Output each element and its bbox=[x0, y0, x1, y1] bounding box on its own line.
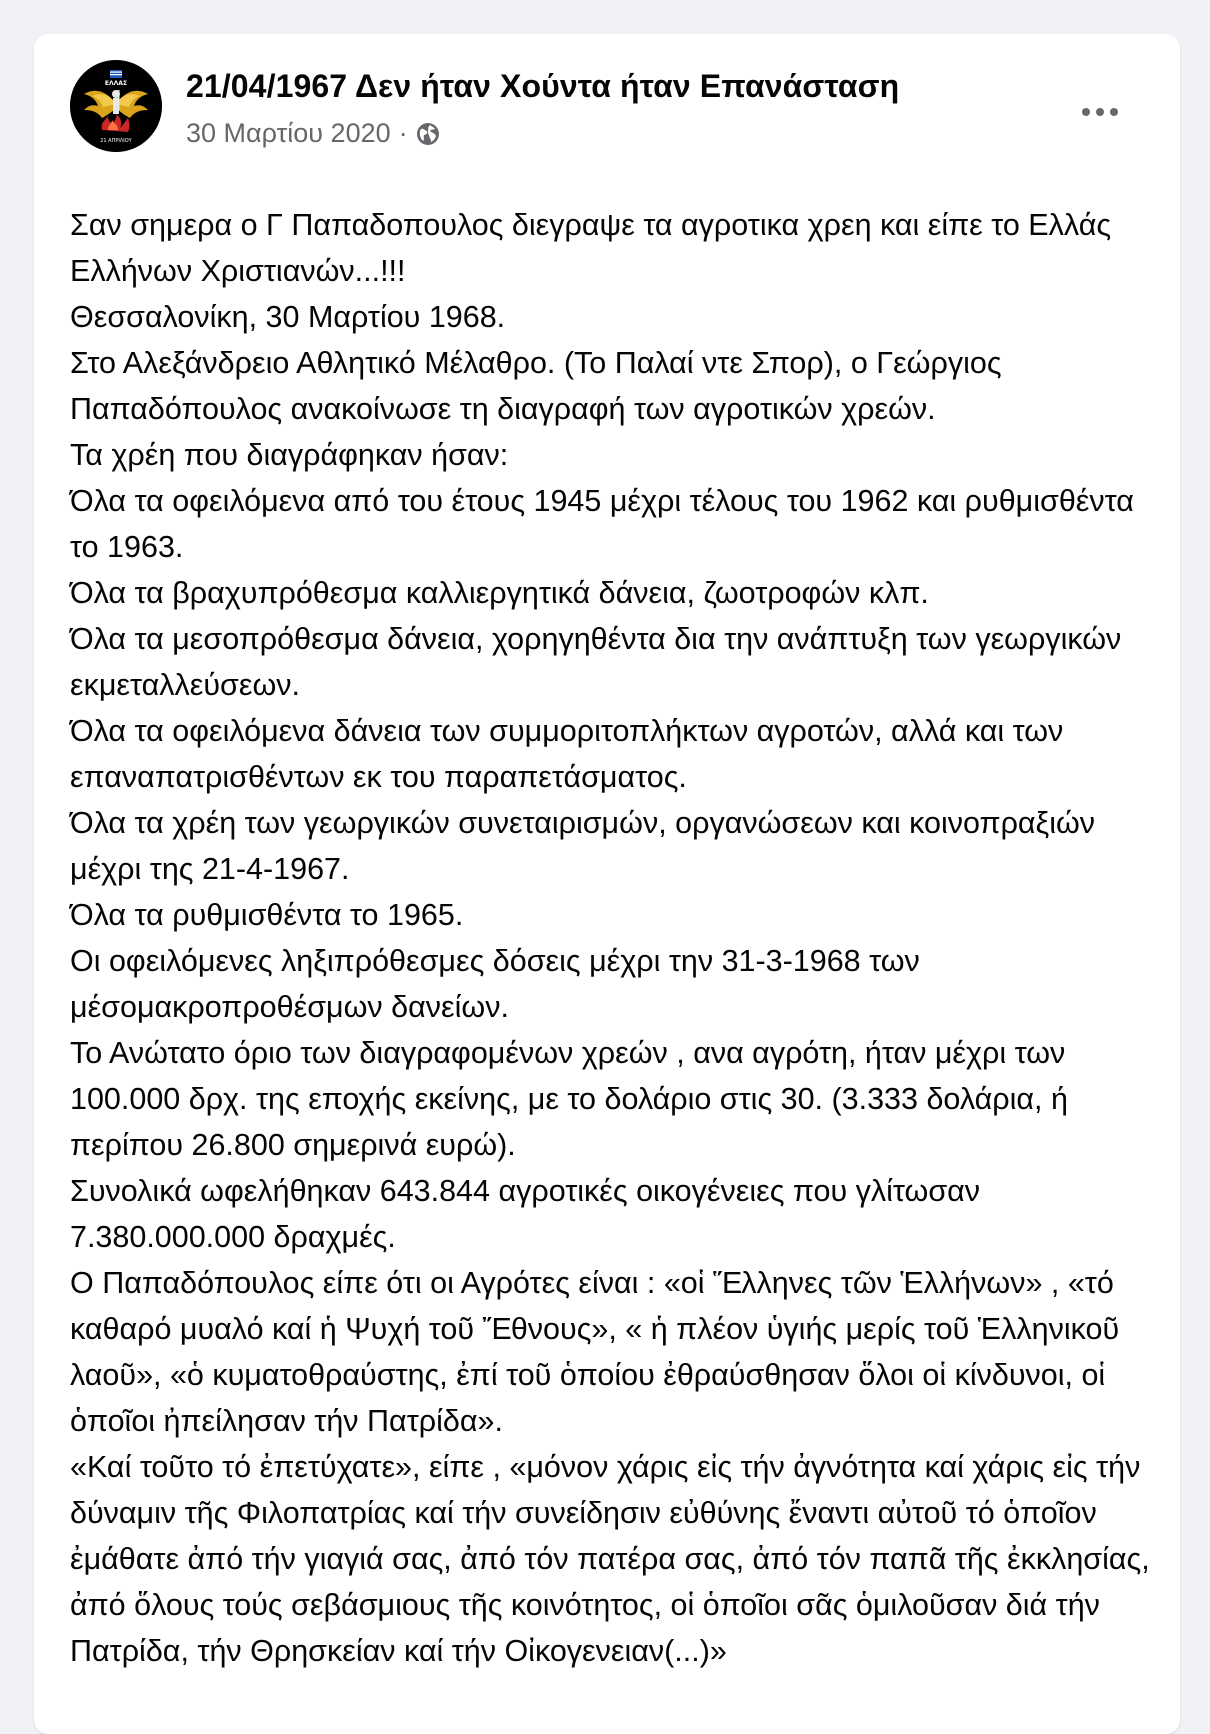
post-line: Το Ανώτατο όριο των διαγραφομένων χρεών , ανα αγρότη, ήταν μέχρι των 100.000 δρχ. της εποχής εκείνης, με το δολάριο στις 30. (3.333 δολάρια, ή περίπου 26.800 σημερινά ευρώ). bbox=[70, 1036, 1068, 1162]
meta-separator: · bbox=[398, 118, 408, 148]
post-text bbox=[70, 202, 1160, 1674]
post-line: Όλα τα μεσοπρόθεσμα δάνεια, χορηγηθέντα δια την ανάπτυξη των γεωργικών εκμεταλλεύσεων. bbox=[70, 622, 1122, 702]
post-line: Τα χρέη που διαγράφηκαν ήσαν: bbox=[70, 438, 509, 472]
page-name-link[interactable]: 21/04/1967 Δεν ήταν Χούντα ήταν Επανάσταση bbox=[186, 68, 900, 104]
globe-icon[interactable] bbox=[414, 120, 442, 148]
post-line: Όλα τα οφειλόμενα δάνεια των συμμοριτοπλήκτων αγροτών, αλλά και των επαναπατρισθέντων εκ του παραπετάσματος. bbox=[70, 714, 1064, 794]
post-line: Σαν σημερα ο Γ Παπαδοπουλος διεγραψε τα αγροτικα χρεη και είπε το Ελλάς Ελλήνων Χριστιανών...!!! bbox=[70, 208, 1112, 288]
post-line: Συνολικά ωφελήθηκαν 643.844 αγροτικές οικογένειες που γλίτωσαν 7.380.000.000 δραχμές. bbox=[70, 1174, 981, 1254]
more-options-button[interactable] bbox=[1076, 88, 1124, 136]
post-line: «Καί τοῦτο τό ἐπετύχατε», είπε , «μόνον χάρις εἰς τήν ἀγνότητα καί χάρις εἰς τήν δύναμιν τῆς Φιλοπατρίας καί τήν συνείδησιν εὐθύνης ἔναντι αὐτοῦ τό ὁποῖον ἐμάθατε ἀπό τήν γιαγιά σας, ἀπό τόν πατέρα σας, ἀπό τόν παπᾶ τῆς ἐκκλησίας, ἀπό ὅλους τούς σεβάσμιους τῆς κοινότητος, οἱ ὁποῖοι σᾶς ὁμιλοῦσαν διά τήν Πατρίδα, τήν Θρησκείαν καί τήν Οἰκογενειαν(...)» bbox=[70, 1450, 1150, 1668]
post-line: Ο Παπαδόπουλος είπε ότι οι Αγρότες είναι : «οἱ Ἕλληνες τῶν Ἑλλήνων» , «τό καθαρό μυαλό καί ἡ Ψυχή τοῦ Ἔθνους», « ἡ πλέον ὑγιής μερίς τοῦ Ἑλληνικοῦ λαοῦ», «ὁ κυματοθραύστης, ἐπί τοῦ ὁποίου ἐθραύσθησαν ὅλοι οἱ κίνδυνοι, οἱ ὁποῖοι ἠπείλησαν τήν Πατρίδα». bbox=[70, 1266, 1120, 1438]
avatar[interactable] bbox=[70, 60, 162, 152]
post-line: Όλα τα ρυθμισθέντα το 1965. bbox=[70, 898, 464, 932]
post-line: Όλα τα οφειλόμενα από του έτους 1945 μέχρι τέλους του 1962 και ρυθμισθέντα το 1963. bbox=[70, 484, 1134, 564]
post-line: Θεσσαλονίκη, 30 Μαρτίου 1968. bbox=[70, 300, 506, 334]
avatar-top-text: ΕΛΛΑΣ bbox=[104, 80, 128, 87]
post-header bbox=[70, 60, 1144, 160]
post-line: Όλα τα χρέη των γεωργικών συνεταιρισμών, οργανώσεων και κοινοπραξιών μέχρι της 21-4-1967. bbox=[70, 806, 1096, 886]
post-card bbox=[34, 34, 1180, 1734]
post-line: Όλα τα βραχυπρόθεσμα καλλιεργητικά δάνεια, ζωοτροφών κλπ. bbox=[70, 576, 929, 610]
phoenix-logo-icon bbox=[70, 60, 162, 152]
post-line: Στο Αλεξάνδρειο Αθλητικό Μέλαθρο. (Το Παλαί ντε Σπορ), ο Γεώργιος Παπαδόπουλος ανακοίνωσε τη διαγραφή των αγροτικών χρεών. bbox=[70, 346, 1002, 426]
post-meta bbox=[186, 118, 442, 149]
avatar-bottom-text: 21 ΑΠΡΙΛΙΟΥ bbox=[100, 138, 132, 144]
post-line: Οι οφειλόμενες ληξιπρόθεσμες δόσεις μέχρι την 31-3-1968 των μέσομακροπροθέσμων δανείων. bbox=[70, 944, 920, 1024]
more-options-icon bbox=[1080, 106, 1120, 118]
post-date[interactable]: 30 Μαρτίου 2020 bbox=[186, 118, 391, 148]
